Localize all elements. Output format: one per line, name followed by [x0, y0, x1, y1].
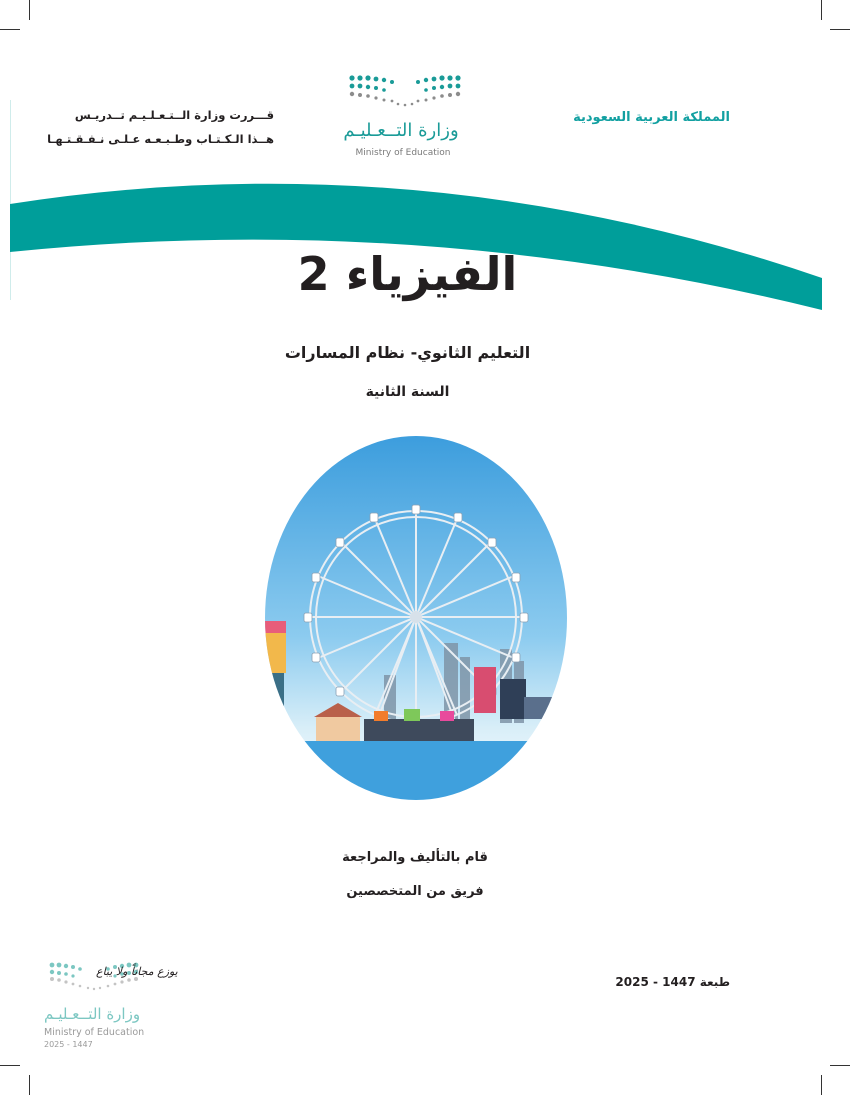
approval-line-2: هــذا الـكـتـاب وطـبـعـه عـلـى نـفـقـتـهـا	[47, 132, 274, 146]
approval-line-1: قـــررت وزارة الــتـعـلـيـم تــدريـس	[74, 108, 274, 122]
crop-mark	[830, 1065, 850, 1066]
footer-logo-years: 2025 - 1447	[44, 1040, 93, 1049]
kingdom-name: المملكة العربية السعودية	[573, 110, 730, 125]
footer-logo-english: Ministry of Education	[44, 1027, 145, 1038]
crop-mark	[821, 1075, 822, 1095]
school-year: السنة الثانية	[365, 384, 450, 400]
ministry-logo	[340, 70, 470, 165]
crop-mark	[29, 1075, 30, 1095]
book-subtitle: التعليم الثانوي- نظام المسارات	[284, 343, 531, 362]
ministry-dots-icon	[340, 70, 470, 110]
ferris-wheel-image	[264, 435, 568, 801]
approval-notice	[47, 103, 274, 151]
ministry-logo-english: Ministry of Education	[355, 148, 451, 158]
crop-mark	[0, 1065, 20, 1066]
credits-line-1: قام بالتأليف والمراجعة	[342, 850, 488, 865]
edition-label: طبعة 1447 - 2025	[615, 975, 730, 989]
credits-line-2: فريق من المتخصصين	[346, 884, 484, 899]
free-distribution-note: يوزع مجاناً ولا يباع	[96, 965, 178, 978]
book-title: الفيزياء 2	[297, 247, 518, 301]
ministry-logo-arabic: وزارة التــعـليـم	[343, 120, 459, 141]
footer-logo-arabic: وزارة التــعـليـم	[44, 1005, 141, 1023]
